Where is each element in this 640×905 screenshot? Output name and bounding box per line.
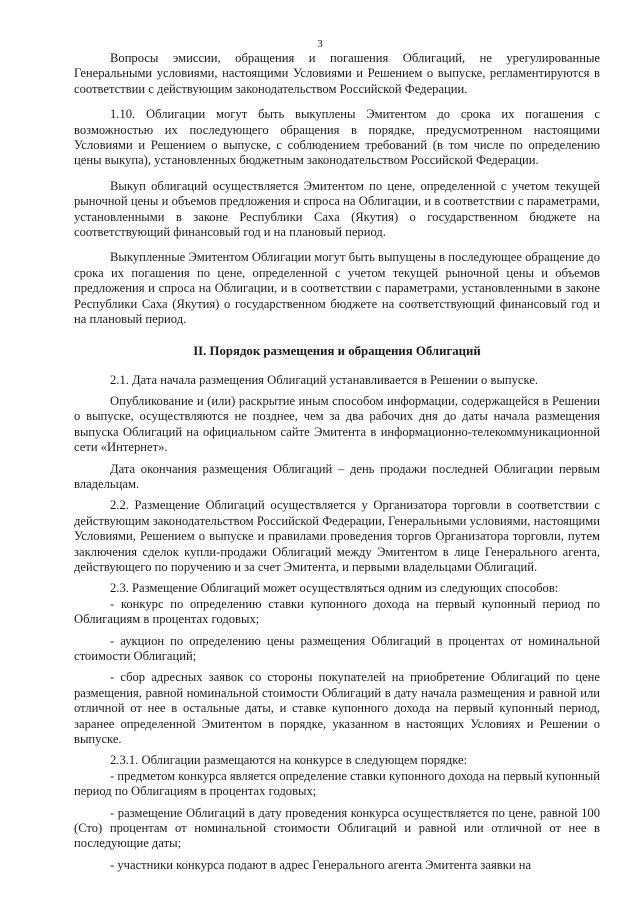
list-item-auction: - аукцион по определению цены размещения Облигаций в процентах от номинальной стоимости Облигаций; <box>74 633 600 663</box>
paragraph-reissue: Выкупленные Эмитентом Облигации могут быть выпущены в последующее обращение до срока их погашения по цене, определенной с учетом текущей рыночной цены и объемов предложения и спроса на Облигации, и в соответствии с параметрами, установленными в законе Республики Саха (Якутия) о государственном бюджете на соответствующий финансовый год и на плановый период. <box>74 250 600 327</box>
list-item-contest-subject: - предметом конкурса является определение ставки купонного дохода на первый купонный период по Облигациям в процентах годовых; <box>74 768 600 799</box>
list-item-contest-price: - размещение Облигаций в дату проведения конкурса осуществляется по цене, равной 100 (Сто) процентам от номинальной стоимости Облигаций и равной или отличной от нее в последующие даты; <box>74 805 600 851</box>
list-item-contest: - конкурс по определению ставки купонного дохода на первый купонный период по Облигациям в процентах годовых; <box>74 596 600 627</box>
paragraph-regulation: Вопросы эмиссии, обращения и погашения Облигаций, не урегулированные Генеральными условиями, настоящими Условиями и Решением о выпуске, регламентируются в соответствии с действующим законодательством Российской Федерации. <box>74 51 600 96</box>
list-item-book-building: - сбор адресных заявок со стороны покупателей на приобретение Облигаций по цене размещения, равной номинальной стоимости Облигаций в дату начала размещения и равной или отличной от нее в остальные даты, и ставке купонного дохода на первый купонный период, заранее определенной Эмитентом в порядке, указанном в настоящих Условиях и Решении о выпуске. <box>74 670 600 747</box>
document-body <box>74 51 600 873</box>
paragraph-2-1: 2.1. Дата начала размещения Облигаций устанавливается в Решении о выпуске. <box>110 372 539 387</box>
paragraph-1-10: 1.10. Облигации могут быть выкуплены Эмитентом до срока их погашения с возможностью их последующего обращения в порядке, предусмотренном настоящими Условиями и Решением о выпуске, с соблюдением требований (в том числе по определению цены выкупа), установленных бюджетным законодательством Российской Федерации. <box>74 107 600 168</box>
section-heading: II. Порядок размещения и обращения Облигаций <box>193 343 481 358</box>
paragraph-2-2: 2.2. Размещение Облигаций осуществляется у Организатора торговли в соответствии с действующим законодательством Российской Федерации, Генеральными условиями, настоящими Условиями, Решением о выпуске и правилами проведения торгов Организатора торговли, путем заключения сделок купли-продажи Облигаций между Эмитентом в лице Генерального агента, действующего по поручению и за счет Эмитента, и первыми владельцами Облигаций. <box>74 498 600 574</box>
paragraph-2-3: 2.3. Размещение Облигаций может осуществляться одним из следующих способов: <box>110 581 559 596</box>
page-number: 3 <box>317 38 323 50</box>
paragraph-publication: Опубликование и (или) раскрытие иным способом информации, содержащейся в Решении о выпуске, осуществляются не позднее, чем за два рабочих дня до даты начала размещения выпуска Облигаций на официальном сайте Эмитента в информационно-телекоммуникационной сети «Интернет». <box>74 393 600 455</box>
paragraph-2-3-1: 2.3.1. Облигации размещаются на конкурсе в следующем порядке: <box>110 753 468 768</box>
paragraph-end-date: Дата окончания размещения Облигаций – день продажи последней Облигации первым владельцам. <box>74 461 600 491</box>
paragraph-buyback-price: Выкуп облигаций осуществляется Эмитентом по цене, определенной с учетом текущей рыночной цены и объемов предложения и спроса на Облигации, и в соответствии с параметрами, установленными в законе Республики Саха (Якутия) о государственном бюджете на соответствующий финансовый год и на плановый период. <box>74 178 600 240</box>
list-item-contest-participants: - участники конкурса подают в адрес Генерального агента Эмитента заявки на <box>110 857 532 872</box>
